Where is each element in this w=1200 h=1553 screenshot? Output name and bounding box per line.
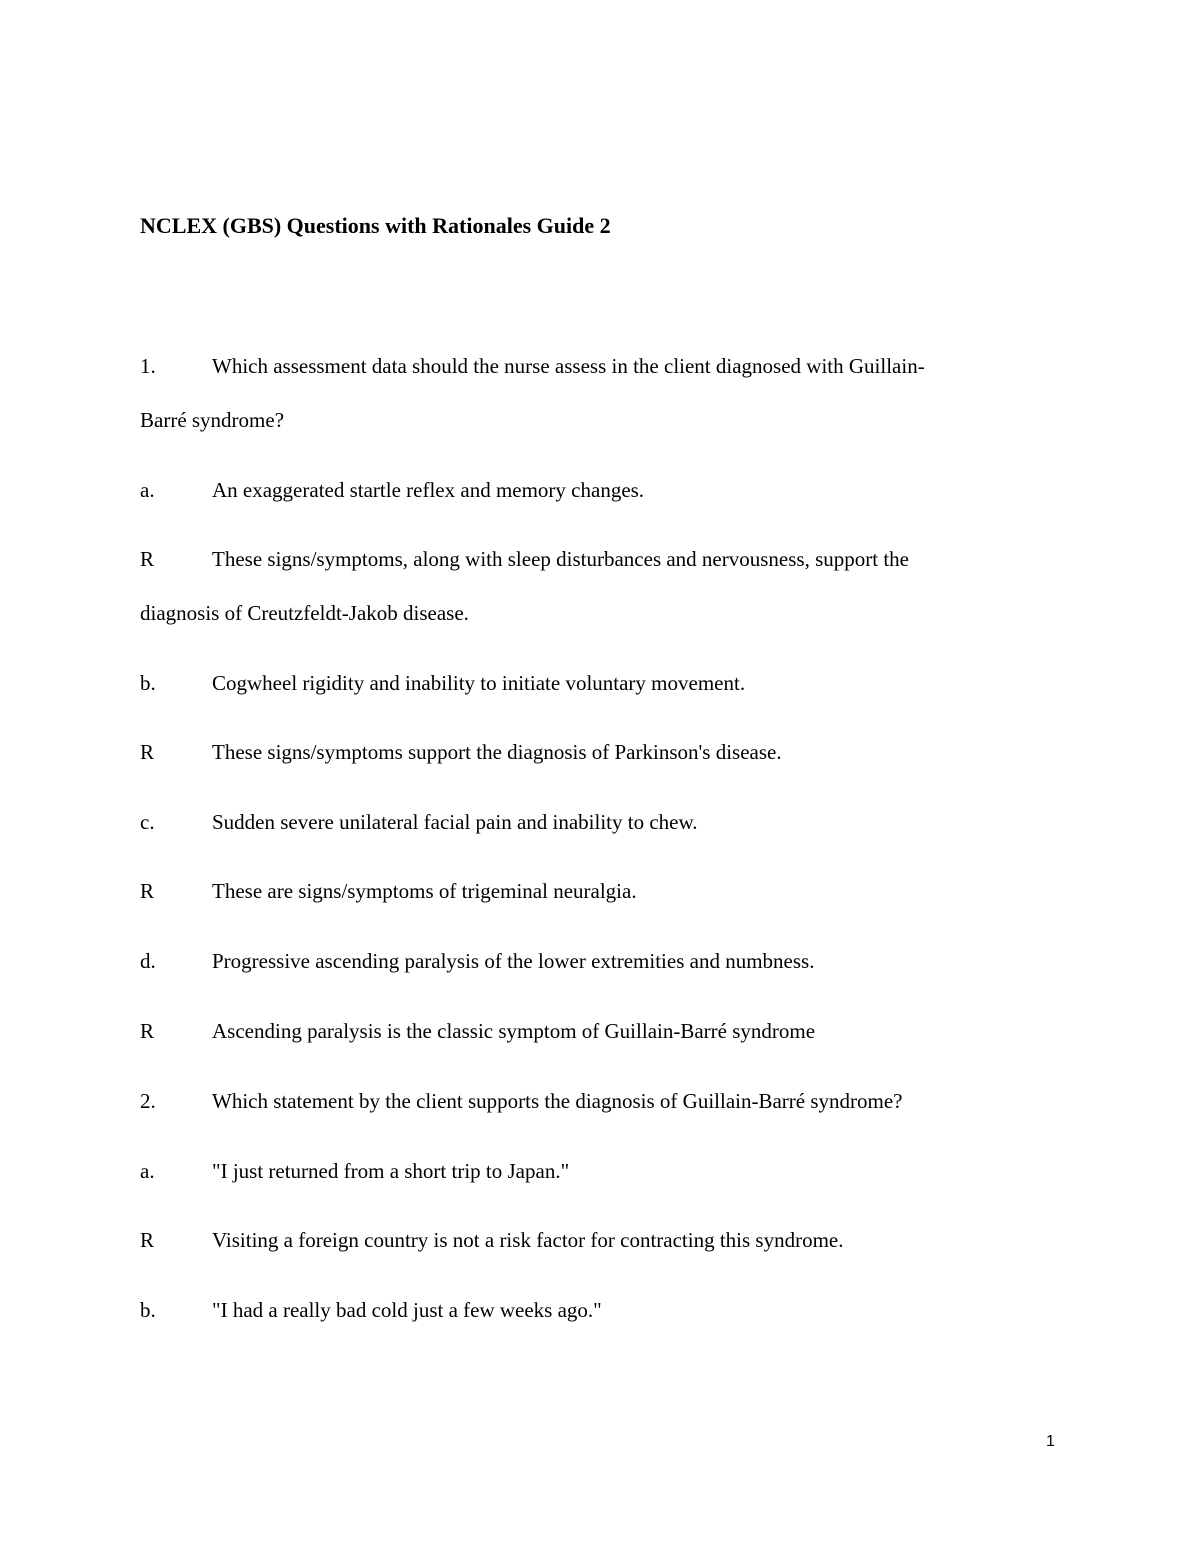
q1-rationale-a [140,545,909,573]
q1-rationale-b [140,738,782,766]
option-marker: c. [140,810,155,834]
q1-rationale-d [140,1017,815,1045]
option-text: "I had a really bad cold just a few weeks ago." [212,1298,602,1322]
document-title: NCLEX (GBS) Questions with Rationales Guide 2 [140,213,611,238]
option-text: Cogwheel rigidity and inability to initiate voluntary movement. [212,671,746,695]
q1-option-b [140,669,745,697]
q1-rationale-c [140,877,637,905]
option-marker: d. [140,949,156,973]
question-number: 2. [140,1089,156,1113]
rationale-text: Visiting a foreign country is not a risk factor for contracting this syndrome. [212,1228,844,1252]
question-number: 1. [140,354,156,378]
question-text: Which assessment data should the nurse assess in the client diagnosed with Guillain- [212,354,925,378]
option-text: An exaggerated startle reflex and memory changes. [212,478,645,502]
q1-option-a [140,476,644,504]
q1-rationale-a-continuation: diagnosis of Creutzfeldt-Jakob disease. [140,601,469,625]
option-marker: b. [140,671,156,695]
q2-option-a [140,1157,569,1185]
rationale-marker: R [140,879,155,903]
question-1 [140,352,925,380]
option-marker: a. [140,1159,155,1183]
rationale-text: These are signs/symptoms of trigeminal neuralgia. [212,879,637,903]
rationale-marker: R [140,547,155,571]
option-marker: a. [140,478,155,502]
rationale-marker: R [140,1019,155,1043]
option-text: Progressive ascending paralysis of the lower extremities and numbness. [212,949,815,973]
rationale-marker: R [140,1228,155,1252]
q2-rationale-a [140,1226,844,1254]
q1-option-c [140,808,698,836]
option-text: "I just returned from a short trip to Japan." [212,1159,570,1183]
rationale-text: These signs/symptoms, along with sleep disturbances and nervousness, support the [212,547,909,571]
question-2 [140,1087,903,1115]
option-marker: b. [140,1298,156,1322]
question-1-continuation: Barré syndrome? [140,408,285,432]
q2-option-b [140,1296,602,1324]
option-text: Sudden severe unilateral facial pain and inability to chew. [212,810,698,834]
q1-option-d [140,947,814,975]
rationale-text: These signs/symptoms support the diagnosis of Parkinson's disease. [212,740,782,764]
rationale-text: Ascending paralysis is the classic symptom of Guillain-Barré syndrome [212,1019,816,1043]
page-number: 1 [1046,1433,1055,1450]
rationale-marker: R [140,740,155,764]
question-text: Which statement by the client supports the diagnosis of Guillain-Barré syndrome? [212,1089,903,1113]
